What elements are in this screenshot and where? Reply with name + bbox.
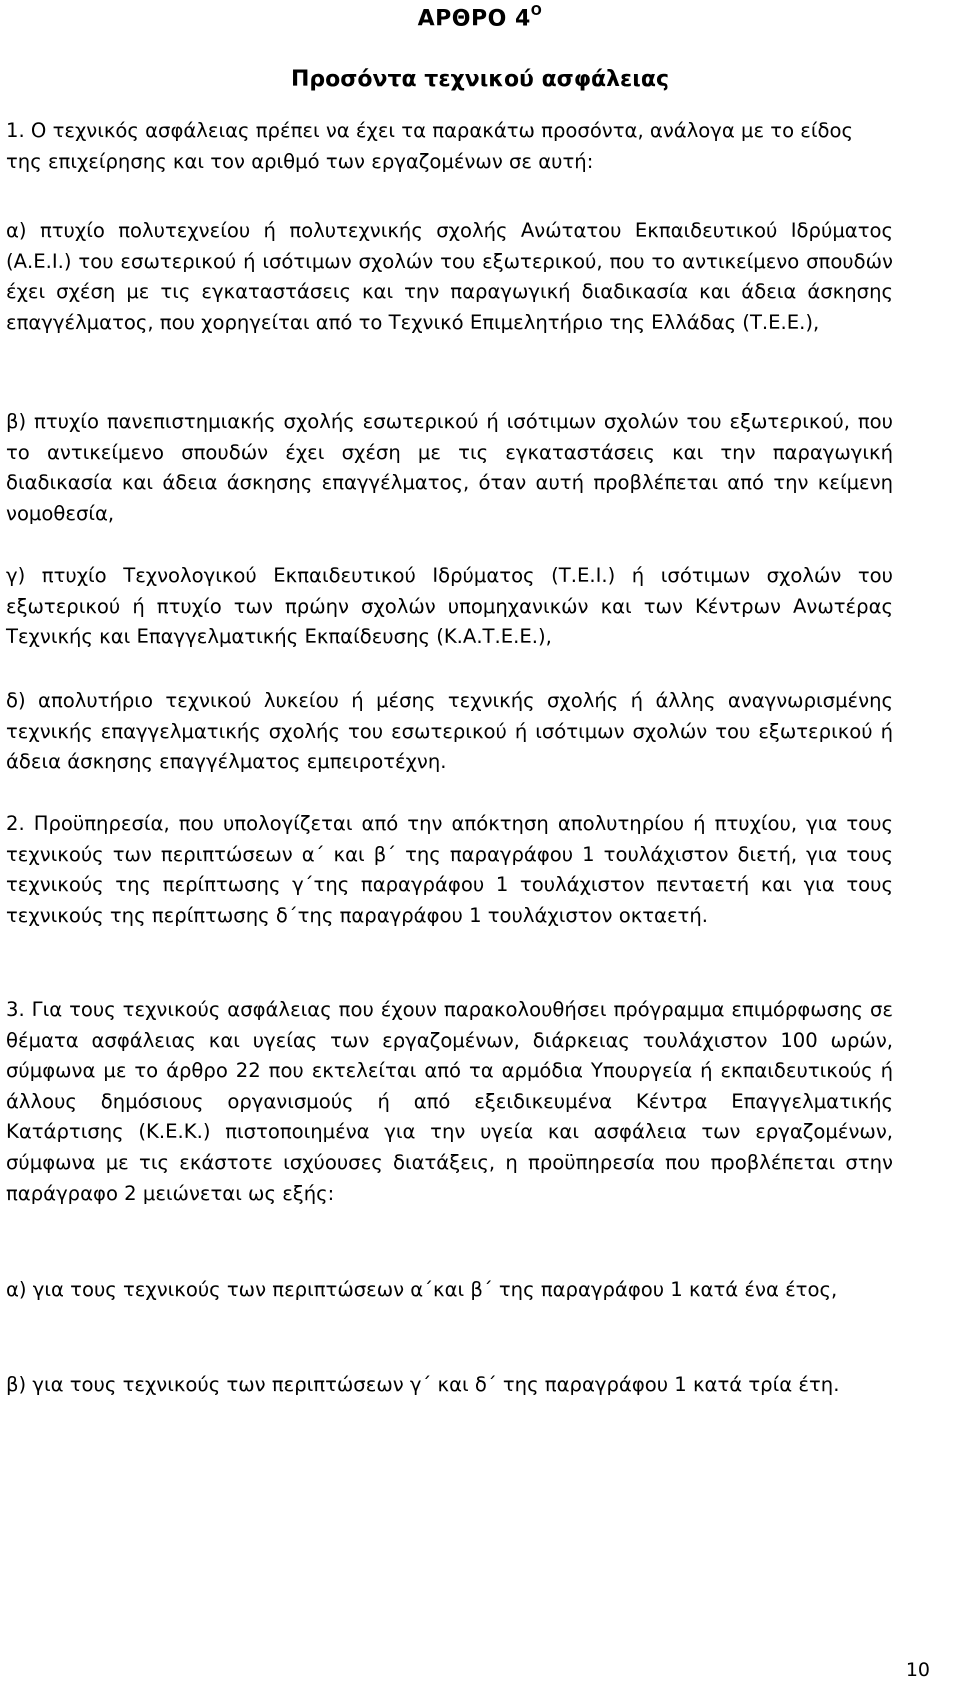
article-title-text: ΑΡΘΡΟ 4 [417,6,531,32]
paragraph-1a: α) πτυχίο πολυτεχνείου ή πολυτεχνικής σχολής Ανώτατου Εκπαιδευτικού Ιδρύματος (Α.Ε.Ι.) του εσωτερικού ή ισότιμων σχολών του εξωτερικού, που το αντικείμενο σπουδών έχει σχέση με τις εγκαταστάσεις και την παραγωγική διαδικασία και άδεια άσκησης επαγγέλματος, που χορηγείται από το Τεχνικό Επιμελητήριο της Ελλάδας (Τ.Ε.Ε.), [6,219,893,334]
page-number: 10 [905,1659,930,1681]
paragraph-1d: δ) απολυτήριο τεχνικού λυκείου ή μέσης τεχνικής σχολής ή άλλης αναγνωρισμένης τεχνικής επαγγελματικής σχολής του εσωτερικού ή ισότιμων σχολών του εξωτερικού ή άδεια άσκησης επαγγέλματος εμπειροτέχνη. [6,689,893,774]
article-title [0,6,960,31]
article-subtitle: Προσόντα τεχνικού ασφάλειας [290,67,670,92]
paragraph-2: 2. Προϋπηρεσία, που υπολογίζεται από την απόκτηση απολυτηρίου ή πτυχίου, για τους τεχνικούς των περιπτώσεων α΄ και β΄ της παραγράφου 1 τουλάχιστον διετή, για τους τεχνικούς της περίπτωσης γ΄της παραγράφου 1 τουλάχιστον πενταετή και για τους τεχνικούς της περίπτωσης δ΄της παραγράφου 1 τουλάχιστον οκταετή. [6,812,893,927]
article-title-ordinal: Ο [530,4,543,19]
paragraph-3a: α) για τους τεχνικούς των περιπτώσεων α΄και β΄ της παραγράφου 1 κατά ένα έτος, [6,1278,838,1301]
paragraph-1c: γ) πτυχίο Τεχνολογικού Εκπαιδευτικού Ιδρύματος (Τ.Ε.Ι.) ή ισότιμων σχολών του εξωτερικού ή πτυχίο των πρώην σχολών υπομηχανικών και των Κέντρων Ανωτέρας Τεχνικής και Επαγγελματικής Εκπαίδευσης (Κ.Α.Τ.Ε.Ε.), [6,564,893,649]
paragraph-1b: β) πτυχίο πανεπιστημιακής σχολής εσωτερικού ή ισότιμων σχολών του εξωτερικού, που το αντικείμενο σπουδών έχει σχέση με τις εγκαταστάσεις και την παραγωγική διαδικασία και άδεια άσκησης επαγγέλματος, όταν αυτή προβλέπεται από την κείμενη νομοθεσία, [6,410,893,525]
paragraph-1: 1. Ο τεχνικός ασφάλειας πρέπει να έχει τα παρακάτω προσόντα, ανάλογα με το είδος της επιχείρησης και τον αριθμό των εργαζομένων σε αυτή: [6,119,854,173]
paragraph-3: 3. Για τους τεχνικούς ασφάλειας που έχουν παρακολουθήσει πρόγραμμα επιμόρφωσης σε θέματα ασφάλειας και υγείας των εργαζομένων, διάρκειας τουλάχιστον 100 ωρών, σύμφωνα με το άρθρο 22 που εκτελείται από τα αρμόδια Υπουργεία ή εκπαιδευτικούς ή άλλους δημόσιους οργανισμούς ή από εξειδικευμένα Κέντρα Επαγγελματικής Κατάρτισης (Κ.Ε.Κ.) πιστοποιημένα για την υγεία και ασφάλεια των εργαζομένων, σύμφωνα με τις εκάστοτε ισχύουσες διατάξεις, η προϋπηρεσία που προβλέπεται στην παράγραφο 2 μειώνεται ως εξής: [6,998,893,1205]
paragraph-3b: β) για τους τεχνικούς των περιπτώσεων γ΄ και δ΄ της παραγράφου 1 κατά τρία έτη. [6,1373,840,1396]
